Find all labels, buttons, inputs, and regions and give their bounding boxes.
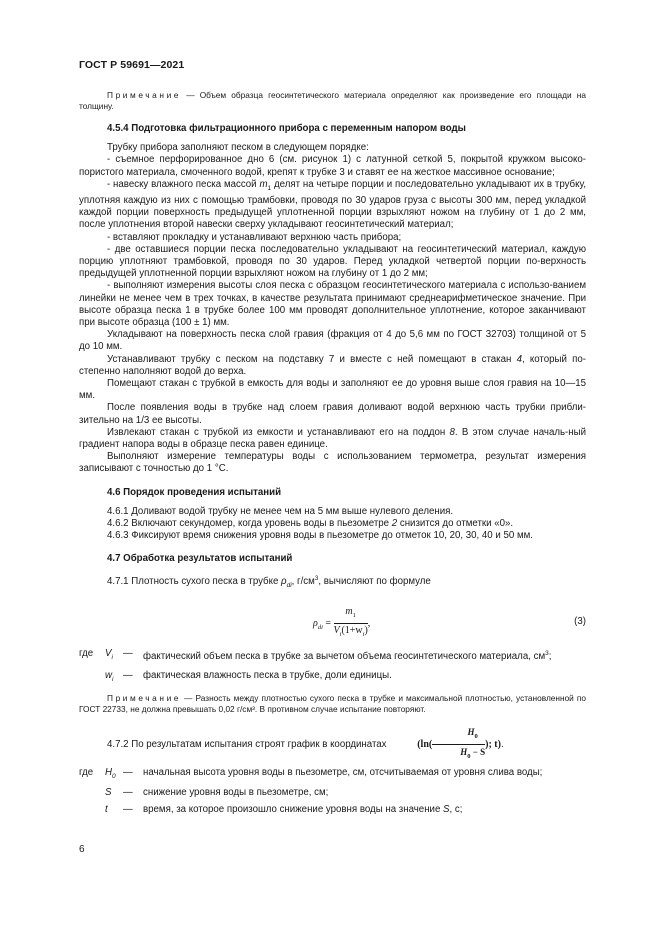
equation-number: (3) — [574, 616, 586, 628]
note-text: — Объем образца геосинтетического материала определяют как произведение его площади на толщину. — [79, 90, 586, 111]
paragraph-4-6-2: 4.6.2 Включают секундомер, когда уровень воды в пьезометре 2 снизится до отметки «0». — [107, 518, 514, 530]
list-item: - две оставшиеся порции песка последовательно укладывают на геосинтетический материал, каждую порцию уплотняют трамбовкой, проводя по 30 ударов. Перед укладкой четвертой порции по-верхность предыдущей уплотненной порции взрыхляют ножом на глубину от 1 до 2 мм; — [79, 243, 586, 280]
page-content — [79, 90, 586, 816]
paragraph: Извлекают стакан с трубкой из емкости и устанавливают его на поддон 8. В этом случае началь-ный градиент напора воды в образце песка равен единице. — [79, 426, 587, 451]
note-density — [79, 693, 586, 715]
paragraph: Устанавливают трубку с песком на подставку 7 и вместе с ней помещают в стакан 4, который по-степенно наполняют водой до верха. — [79, 353, 586, 377]
section-heading-4-5-4: 4.5.4 Подготовка фильтрационного прибора с переменным напором воды — [107, 123, 466, 134]
paragraph: Выполняют измерение температуры воды с использованием термометра, результат измерения записывают с точностью до 1 °С. — [79, 451, 586, 475]
note-volume — [79, 90, 586, 112]
note-label: Примечание — [107, 693, 182, 704]
paragraph-4-6-1: 4.6.1 Доливают водой трубку не менее чем на 5 мм выше нулевого деления. — [107, 505, 454, 517]
paragraph-4-7-1: 4.7.1 Плотность сухого песка в трубке $\rho_{di}$, $г/см^3$, вычисляют по формуле — [107, 574, 431, 589]
section-heading-4-6: 4.6 Порядок проведения испытаний — [107, 486, 282, 498]
section-heading-4-7: 4.7 Обработка результатов испытаний — [107, 553, 293, 565]
formula-3 — [79, 602, 586, 642]
definition-vi: где $V_i$ — фактический объем песка в трубке за вычетом объема геосинтетического материала, $см^3$; — [79, 648, 552, 663]
list-item: - вставляют прокладку и устанавливают верхнюю часть прибора; — [107, 231, 402, 243]
paragraph: Укладывают на поверхность песка слой гравия (фракция от 4 до 5,6 мм по ГОСТ 32703) толщиной от 5 до 10 мм. — [79, 329, 586, 353]
paragraph: После появления воды в трубке над слоем гравия доливают водой верхнюю часть трубки прибли-зительно на 1/3 ее высоты. — [79, 402, 586, 426]
definition-t: t — время, за которое произошло снижение уровня воды на значение S, с; — [105, 803, 463, 815]
list-item: - съемное перфорированное дно 6 (см. рисунок 1) с латунной сеткой 5, покрытой кружком высоко-пористого материала, смоченного водой, крепят к трубке 3 и ставят ее на жесткое массивное основание; — [79, 154, 586, 178]
note-label: Примечание — [107, 90, 182, 100]
note-text: — Разность между плотностью сухого песка в трубке и максимальной плотностью, установленной по ГОСТ 22733, не должна превышать 0,02 г/см³. В противном случае испытание повторяют. — [79, 693, 586, 715]
density-formula: $\rho_{di}$ = $\frac{m_1}{V_i(1+w_i)}$ , — [313, 606, 371, 639]
list-item: - выполняют измерения высоты слоя песка с образцом геосинтетического материала с использо-ванием линейки не менее чем в трех точках, в качестве результата принимают среднеарифметическое значение. При высоте образца песка 1 в трубке более 100 мм проводят дополнительное уплотнение, которое заканчивают при высоте образца (100 ± 1) мм. — [79, 280, 586, 328]
document-header: ГОСТ Р 59691—2021 — [79, 59, 185, 71]
page-number: 6 — [79, 844, 85, 855]
paragraph-intro: Трубку прибора заполняют песком в следующем порядке: — [107, 142, 369, 154]
paragraph: Помещают стакан с трубкой в емкость для воды и заполняют ее до уровня выше слоя гравия на 10—15 мм. — [79, 378, 586, 402]
graph-coordinates: (ln( $\frac{H_0}{H_0 - S}$ ); t) — [417, 727, 501, 761]
definition-wi: $w_i$ — фактическая влажность песка в трубке, доли единицы. — [105, 670, 392, 684]
definition-s: S — снижение уровня воды в пьезометре, см; — [105, 787, 329, 799]
definition-h0: где $H_0$ — начальная высота уровня воды в пьезометре, см, отсчитываемая от уровня слива воды; — [79, 767, 543, 781]
paragraph-4-7-2: 4.7.2 По результатам испытания строят график в координатах (ln( $\frac{H_0}{H_0 - S}$ ); t). — [79, 726, 586, 763]
paragraph-4-6-3: 4.6.3 Фиксируют время снижения уровня воды в пьезометре до отметок 10, 20, 30, 40 и 50 мм. — [107, 530, 533, 542]
list-item: - навеску влажного песка массой $m_1$ делят на четыре порции и последовательно укладывают их в трубку, уплотняя каждую из них с помощью трамбовки, проводя по 30 ударов груза с высоты 300 мм, перед укладкой каждой порции поверхность предыдущей уплотненной порции взрыхляют ножом на глубину от 1 до 2 мм, после уплотнения второй навески сверху укладывают геосинтетический материал; — [79, 178, 587, 231]
